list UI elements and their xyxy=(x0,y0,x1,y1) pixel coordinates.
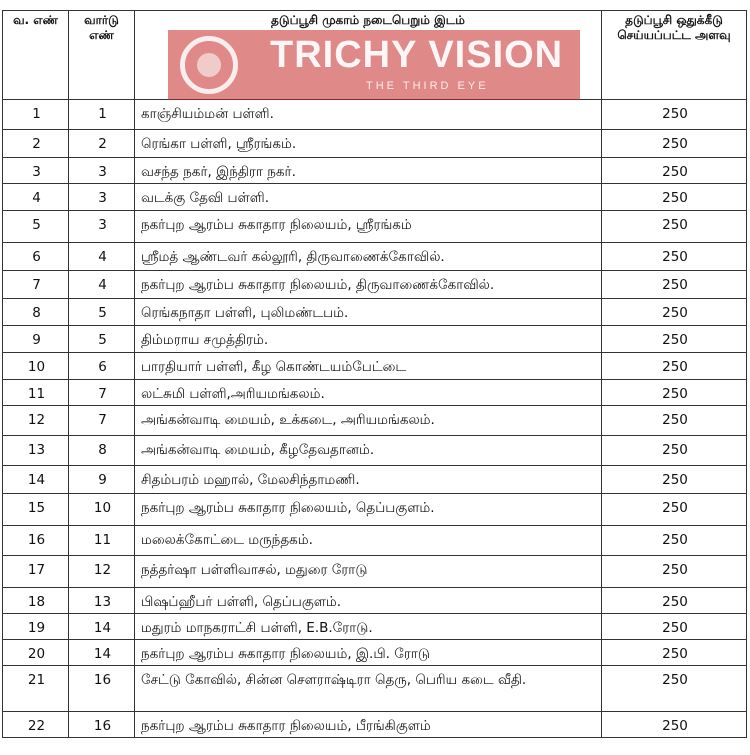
allocation-cell: 250 xyxy=(602,406,747,436)
allocation-cell: 250 xyxy=(602,326,747,353)
serial-number-cell: 1 xyxy=(3,100,69,130)
ward-number-cell: 2 xyxy=(69,130,135,158)
serial-number-cell: 18 xyxy=(3,588,69,614)
table-row xyxy=(3,130,747,158)
table-row xyxy=(3,494,747,526)
serial-number-cell: 16 xyxy=(3,526,69,556)
table-row xyxy=(3,556,747,588)
allocation-cell: 250 xyxy=(602,436,747,466)
table-row xyxy=(3,299,747,326)
table-row xyxy=(3,271,747,299)
camp-location-cell: பாரதியார் பள்ளி, கீழ கொண்டயம்பேட்டை xyxy=(135,353,602,380)
allocation-cell: 250 xyxy=(602,494,747,526)
ward-number-cell: 6 xyxy=(69,353,135,380)
ward-number-cell: 4 xyxy=(69,271,135,299)
ward-number-cell: 7 xyxy=(69,406,135,436)
ward-number-cell: 11 xyxy=(69,526,135,556)
camp-location-cell: திம்மராய சமுத்திரம். xyxy=(135,326,602,353)
header-camp-location: தடுப்பூசி முகாம் நடைபெறும் இடம் xyxy=(135,11,602,100)
serial-number-cell: 14 xyxy=(3,466,69,494)
ward-number-cell: 4 xyxy=(69,243,135,271)
camp-location-cell: நகர்புற ஆரம்ப சுகாதார நிலையம், ஸ்ரீரங்கம் xyxy=(135,211,602,243)
allocation-cell: 250 xyxy=(602,640,747,666)
table-row xyxy=(3,614,747,640)
allocation-cell: 250 xyxy=(602,712,747,738)
ward-number-cell: 16 xyxy=(69,712,135,738)
vaccination-camp-table xyxy=(2,10,747,738)
camp-location-cell: அங்கன்வாடி மையம், உக்கடை, அரியமங்கலம். xyxy=(135,406,602,436)
ward-number-cell: 8 xyxy=(69,436,135,466)
serial-number-cell: 12 xyxy=(3,406,69,436)
table-row xyxy=(3,211,747,243)
serial-number-cell: 21 xyxy=(3,666,69,712)
watermark-brand: TRICHY VISION xyxy=(270,34,564,76)
serial-number-cell: 10 xyxy=(3,353,69,380)
table-row xyxy=(3,436,747,466)
ward-number-cell: 1 xyxy=(69,100,135,130)
allocation-cell: 250 xyxy=(602,666,747,712)
table-row xyxy=(3,466,747,494)
serial-number-cell: 8 xyxy=(3,299,69,326)
serial-number-cell: 6 xyxy=(3,243,69,271)
camp-location-cell: சேட்டு கோவில், சின்ன சௌராஷ்டிரா தெரு, பெரிய கடை வீதி. xyxy=(135,666,602,712)
vaccination-camp-table-wrap xyxy=(2,10,746,738)
serial-number-cell: 3 xyxy=(3,158,69,184)
ward-number-cell: 5 xyxy=(69,326,135,353)
allocation-cell: 250 xyxy=(602,466,747,494)
camp-location-cell: நகர்புற ஆரம்ப சுகாதார நிலையம், பீரங்கிகுளம் xyxy=(135,712,602,738)
camp-location-cell: நகர்புற ஆரம்ப சுகாதார நிலையம், இ.பி. ரோடு xyxy=(135,640,602,666)
allocation-cell: 250 xyxy=(602,353,747,380)
serial-number-cell: 11 xyxy=(3,380,69,406)
table-row xyxy=(3,406,747,436)
ward-number-cell: 7 xyxy=(69,380,135,406)
allocation-cell: 250 xyxy=(602,100,747,130)
table-row xyxy=(3,666,747,712)
table-row xyxy=(3,184,747,211)
camp-location-cell: நத்தர்ஷா பள்ளிவாசல், மதுரை ரோடு xyxy=(135,556,602,588)
allocation-cell: 250 xyxy=(602,184,747,211)
allocation-cell: 250 xyxy=(602,130,747,158)
table-row xyxy=(3,640,747,666)
serial-number-cell: 2 xyxy=(3,130,69,158)
ward-number-cell: 9 xyxy=(69,466,135,494)
ward-number-cell: 3 xyxy=(69,184,135,211)
table-row xyxy=(3,712,747,738)
camp-location-cell: மதுரம் மாநகராட்சி பள்ளி, E.B.ரோடு. xyxy=(135,614,602,640)
header-vaccine-allocation: தடுப்பூசி ஒதுக்கீடு செய்யப்பட்ட அளவு xyxy=(602,11,747,100)
camp-location-cell: ரெங்கநாதா பள்ளி, புலிமண்டபம். xyxy=(135,299,602,326)
serial-number-cell: 9 xyxy=(3,326,69,353)
table-row xyxy=(3,526,747,556)
allocation-cell: 250 xyxy=(602,271,747,299)
serial-number-cell: 19 xyxy=(3,614,69,640)
header-ward-number: வார்டு எண் xyxy=(69,11,135,100)
serial-number-cell: 22 xyxy=(3,712,69,738)
ward-number-cell: 13 xyxy=(69,588,135,614)
ward-number-cell: 12 xyxy=(69,556,135,588)
allocation-cell: 250 xyxy=(602,614,747,640)
table-header-row xyxy=(3,11,747,100)
ward-number-cell: 3 xyxy=(69,211,135,243)
allocation-cell: 250 xyxy=(602,158,747,184)
watermark-tagline: THE THIRD EYE xyxy=(366,80,489,92)
table-row xyxy=(3,588,747,614)
header-serial-number: வ. எண் xyxy=(3,11,69,100)
camp-location-cell: காஞ்சியம்மன் பள்ளி. xyxy=(135,100,602,130)
table-row xyxy=(3,380,747,406)
camp-location-cell: வடக்கு தேவி பள்ளி. xyxy=(135,184,602,211)
table-row xyxy=(3,100,747,130)
camp-location-cell: லட்சுமி பள்ளி,அரியமங்கலம். xyxy=(135,380,602,406)
serial-number-cell: 15 xyxy=(3,494,69,526)
allocation-cell: 250 xyxy=(602,299,747,326)
serial-number-cell: 5 xyxy=(3,211,69,243)
allocation-cell: 250 xyxy=(602,556,747,588)
allocation-cell: 250 xyxy=(602,526,747,556)
ward-number-cell: 5 xyxy=(69,299,135,326)
serial-number-cell: 17 xyxy=(3,556,69,588)
camp-location-cell: பிஷப்ஹீபர் பள்ளி, தெப்பகுளம். xyxy=(135,588,602,614)
camp-location-cell: வசந்த நகர், இந்திரா நகர். xyxy=(135,158,602,184)
camp-location-cell: நகர்புற ஆரம்ப சுகாதார நிலையம், திருவாணைக்கோவில். xyxy=(135,271,602,299)
camp-location-cell: அங்கன்வாடி மையம், கீழதேவதானம். xyxy=(135,436,602,466)
table-row xyxy=(3,353,747,380)
camp-location-cell: மலைக்கோட்டை மருந்தகம். xyxy=(135,526,602,556)
serial-number-cell: 7 xyxy=(3,271,69,299)
ward-number-cell: 14 xyxy=(69,614,135,640)
table-row xyxy=(3,158,747,184)
ward-number-cell: 10 xyxy=(69,494,135,526)
ward-number-cell: 3 xyxy=(69,158,135,184)
camp-location-cell: நகர்புற ஆரம்ப சுகாதார நிலையம், தெப்பகுளம். xyxy=(135,494,602,526)
serial-number-cell: 20 xyxy=(3,640,69,666)
serial-number-cell: 13 xyxy=(3,436,69,466)
table-body xyxy=(3,100,747,738)
ward-number-cell: 14 xyxy=(69,640,135,666)
camp-location-cell: ரெங்கா பள்ளி, ஸ்ரீரங்கம். xyxy=(135,130,602,158)
serial-number-cell: 4 xyxy=(3,184,69,211)
camp-location-cell: ஸ்ரீமத் ஆண்டவர் கல்லூரி, திருவாணைக்கோவில். xyxy=(135,243,602,271)
allocation-cell: 250 xyxy=(602,588,747,614)
allocation-cell: 250 xyxy=(602,243,747,271)
table-row xyxy=(3,243,747,271)
camp-location-cell: சிதம்பரம் மஹால், மேலசிந்தாமணி. xyxy=(135,466,602,494)
allocation-cell: 250 xyxy=(602,211,747,243)
table-row xyxy=(3,326,747,353)
allocation-cell: 250 xyxy=(602,380,747,406)
ward-number-cell: 16 xyxy=(69,666,135,712)
